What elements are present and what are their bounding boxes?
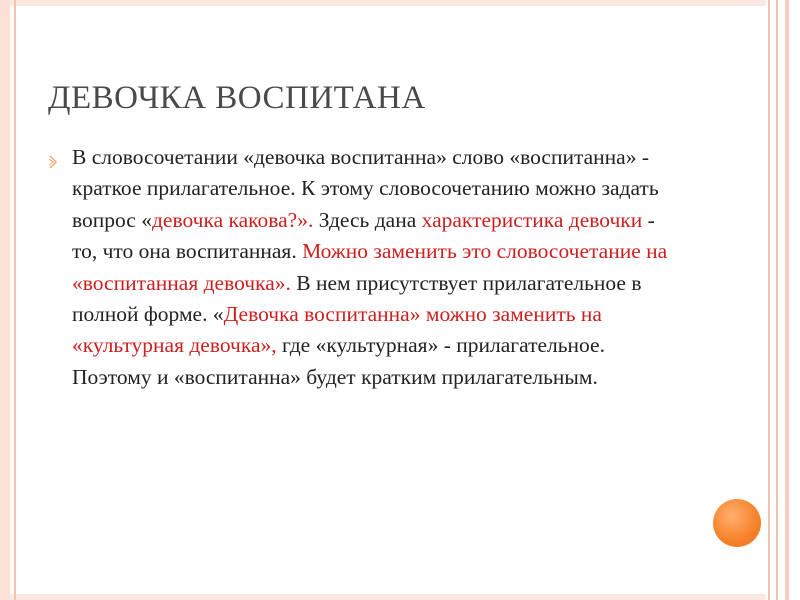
slide-title: ДЕВОЧКА ВОСПИТАНА [48, 80, 426, 116]
body-paragraph [72, 142, 672, 393]
text-segment: - то, что она воспитанная. [72, 207, 655, 264]
text-segment: где «культурная» - прилагательное. Поэтому и «воспитанна» будет кратким прилагательным. [72, 333, 605, 389]
text-segment: В словосочетании «девочка воспитанна» слово «воспитанна» - краткое прилагательное. К этому словосочетанию можно задать вопрос « [72, 145, 659, 232]
orange-circle-decoration [713, 499, 761, 547]
highlighted-text-segment: девочка какова?». [151, 207, 314, 232]
text-segment: Здесь дана [313, 207, 422, 232]
frame-right-line [785, 0, 789, 600]
highlighted-text-segment: Можно заменить это словосочетание на «воспитанная девочка». [72, 239, 668, 295]
frame-left-line [14, 0, 16, 600]
highlighted-text-segment: Девочка воспитанна» можно заменить на «культурная девочка», [72, 302, 602, 358]
text-segment: В нем присутствует прилагательное в полной форме. « [72, 270, 642, 327]
frame-top-decoration [0, 0, 800, 6]
frame-left-band [0, 0, 10, 600]
highlighted-text-segment: характеристика девочки [421, 207, 643, 232]
frame-bottom-decoration [0, 594, 800, 600]
frame-right-line [776, 0, 778, 600]
sun-bullet-icon [48, 155, 58, 169]
frame-right-band [766, 0, 800, 600]
frame-right-line [768, 0, 770, 600]
